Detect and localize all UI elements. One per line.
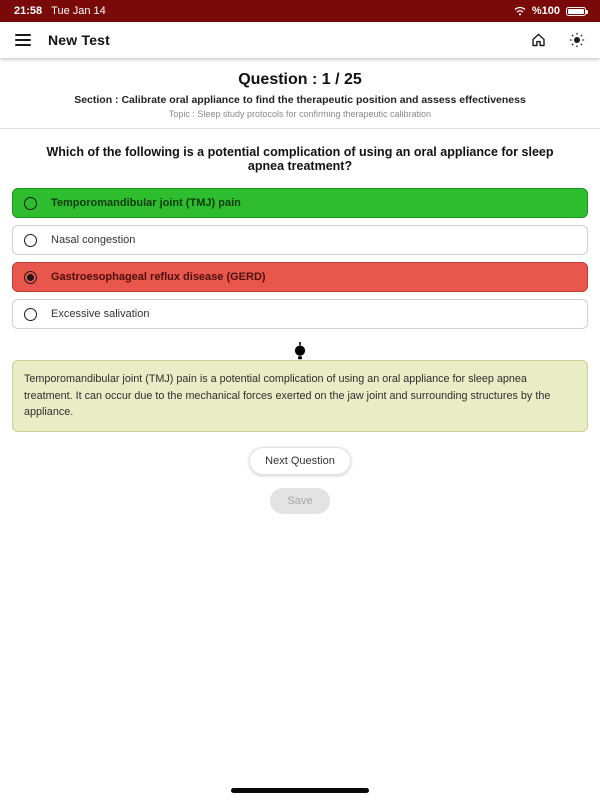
- radio-button[interactable]: [24, 234, 37, 247]
- answer-option-label: Temporomandibular joint (TMJ) pain: [51, 197, 241, 209]
- question-counter: Question : 1 / 25: [238, 71, 362, 88]
- answer-option-label: Nasal congestion: [51, 234, 136, 246]
- radio-button[interactable]: [24, 197, 37, 210]
- status-date: Tue Jan 14: [51, 5, 106, 17]
- question-topic: Topic : Sleep study protocols for confirming therapeutic calibration: [168, 109, 432, 119]
- status-right: [514, 5, 586, 17]
- answer-option[interactable]: [12, 299, 588, 329]
- page-title: New Test: [48, 32, 111, 48]
- answer-option[interactable]: [12, 225, 588, 255]
- next-question-button[interactable]: Next Question: [249, 447, 351, 475]
- question-text: Which of the following is a potential complication of using an oral appliance for sleep apnea treatment?: [46, 145, 554, 173]
- answer-option[interactable]: [12, 188, 588, 218]
- explanation-box: [12, 360, 588, 432]
- battery-icon: [566, 7, 586, 16]
- answer-option-label: Excessive salivation: [51, 308, 150, 320]
- battery-percent: %100: [531, 5, 560, 17]
- divider: [0, 128, 600, 129]
- explanation-text: Temporomandibular joint (TMJ) pain is a potential complication of using an oral appliance for sleep apnea treatment. It can occur due to the mechanical forces exerted on the jaw joint and surrounding structures by the appliance.: [24, 373, 551, 419]
- brightness-icon[interactable]: [567, 30, 587, 50]
- lightbulb-icon: [293, 342, 307, 360]
- options-list: [12, 188, 588, 329]
- answer-option[interactable]: [12, 262, 588, 292]
- home-icon[interactable]: [528, 30, 549, 50]
- save-button[interactable]: Save: [270, 488, 329, 514]
- menu-icon[interactable]: [13, 30, 33, 50]
- radio-button[interactable]: [24, 308, 37, 321]
- answer-option-label: Gastroesophageal reflux disease (GERD): [51, 271, 266, 283]
- radio-button[interactable]: [24, 271, 37, 284]
- header-actions: [528, 30, 587, 50]
- status-left: [14, 5, 106, 17]
- status-bar: [0, 0, 600, 22]
- question-section: Section : Calibrate oral appliance to find the therapeutic position and assess effectiveness: [74, 94, 526, 106]
- wifi-icon: [514, 6, 526, 16]
- home-indicator[interactable]: [231, 788, 369, 793]
- status-time: 21:58: [14, 5, 43, 17]
- app-header: [0, 22, 600, 58]
